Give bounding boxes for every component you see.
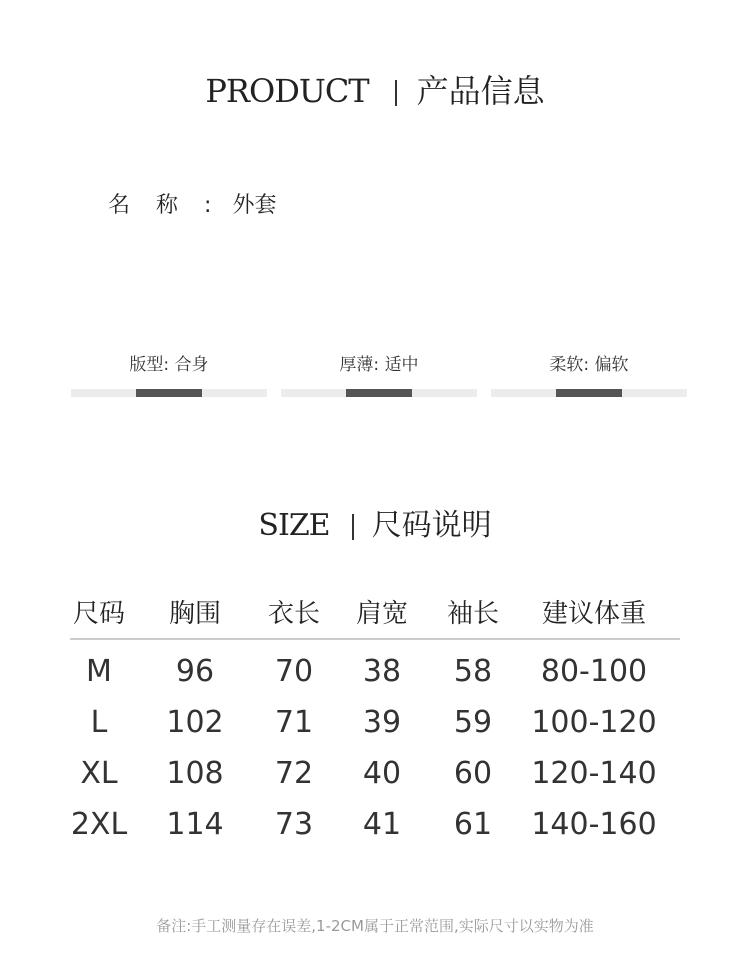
col-sleeve: 袖长: [438, 584, 508, 639]
attr-fit-value: 合身: [174, 355, 209, 375]
cell-weight: 140-160: [531, 807, 657, 842]
product-name-label: 名称: [108, 193, 205, 218]
attr-thickness-indicator: [346, 389, 412, 397]
product-name-colon: :: [204, 193, 212, 218]
table-row: [70, 799, 680, 850]
attr-softness-label: 柔软:: [549, 355, 590, 375]
col-weight: 建议体重: [508, 584, 680, 639]
product-name-row: [108, 188, 276, 219]
cell-chest: 96: [175, 654, 215, 689]
cell-chest: 102: [166, 705, 224, 740]
size-table-header: [70, 584, 680, 639]
cell-length: 71: [274, 705, 314, 740]
size-heading-cn: 尺码说明: [371, 508, 492, 543]
table-row: [70, 697, 680, 748]
cell-size: L: [90, 705, 108, 740]
product-heading-cn: 产品信息: [416, 72, 545, 110]
heading-divider: [395, 80, 397, 106]
cell-weight: 100-120: [531, 705, 657, 740]
attr-fit: [71, 350, 267, 375]
cell-weight: 120-140: [531, 756, 657, 791]
table-row: [70, 748, 680, 799]
heading-divider: [352, 514, 354, 540]
cell-shoulder: 41: [362, 807, 402, 842]
attr-thickness-value: 适中: [384, 355, 419, 375]
size-table: [70, 584, 680, 850]
size-info-heading: [0, 500, 750, 544]
product-name-value: 外套: [232, 193, 277, 218]
attr-softness-scale: [491, 389, 687, 397]
attr-thickness: [281, 350, 477, 375]
cell-chest: 114: [166, 807, 224, 842]
col-chest: 胸围: [128, 584, 262, 639]
attr-softness: [491, 350, 687, 375]
cell-length: 72: [274, 756, 314, 791]
cell-length: 73: [274, 807, 314, 842]
attr-thickness-label: 厚薄:: [339, 355, 380, 375]
col-size: 尺码: [70, 584, 128, 639]
cell-sleeve: 60: [453, 756, 493, 791]
cell-length: 70: [274, 654, 314, 689]
cell-shoulder: 38: [362, 654, 402, 689]
cell-size: 2XL: [70, 807, 128, 842]
attr-softness-value: 偏软: [594, 355, 629, 375]
attr-fit-indicator: [136, 389, 202, 397]
product-info-heading: [0, 66, 750, 112]
size-heading-en: SIZE: [258, 508, 330, 543]
col-length: 衣长: [262, 584, 326, 639]
table-row: [70, 639, 680, 697]
attr-thickness-scale: [281, 389, 477, 397]
cell-weight: 80-100: [540, 654, 648, 689]
cell-shoulder: 40: [362, 756, 402, 791]
measurement-note: 备注:手工测量存在误差,1-2CM属于正常范围,实际尺寸以实物为准: [156, 917, 594, 935]
col-shoulder: 肩宽: [326, 584, 438, 639]
cell-sleeve: 59: [453, 705, 493, 740]
attr-fit-label: 版型:: [129, 355, 170, 375]
product-heading-en: PRODUCT: [205, 72, 369, 110]
cell-size: XL: [80, 756, 118, 791]
cell-shoulder: 39: [362, 705, 402, 740]
attr-fit-scale: [71, 389, 267, 397]
attr-softness-indicator: [556, 389, 622, 397]
cell-sleeve: 58: [453, 654, 493, 689]
cell-chest: 108: [166, 756, 224, 791]
cell-size: M: [86, 654, 112, 689]
cell-sleeve: 61: [453, 807, 493, 842]
